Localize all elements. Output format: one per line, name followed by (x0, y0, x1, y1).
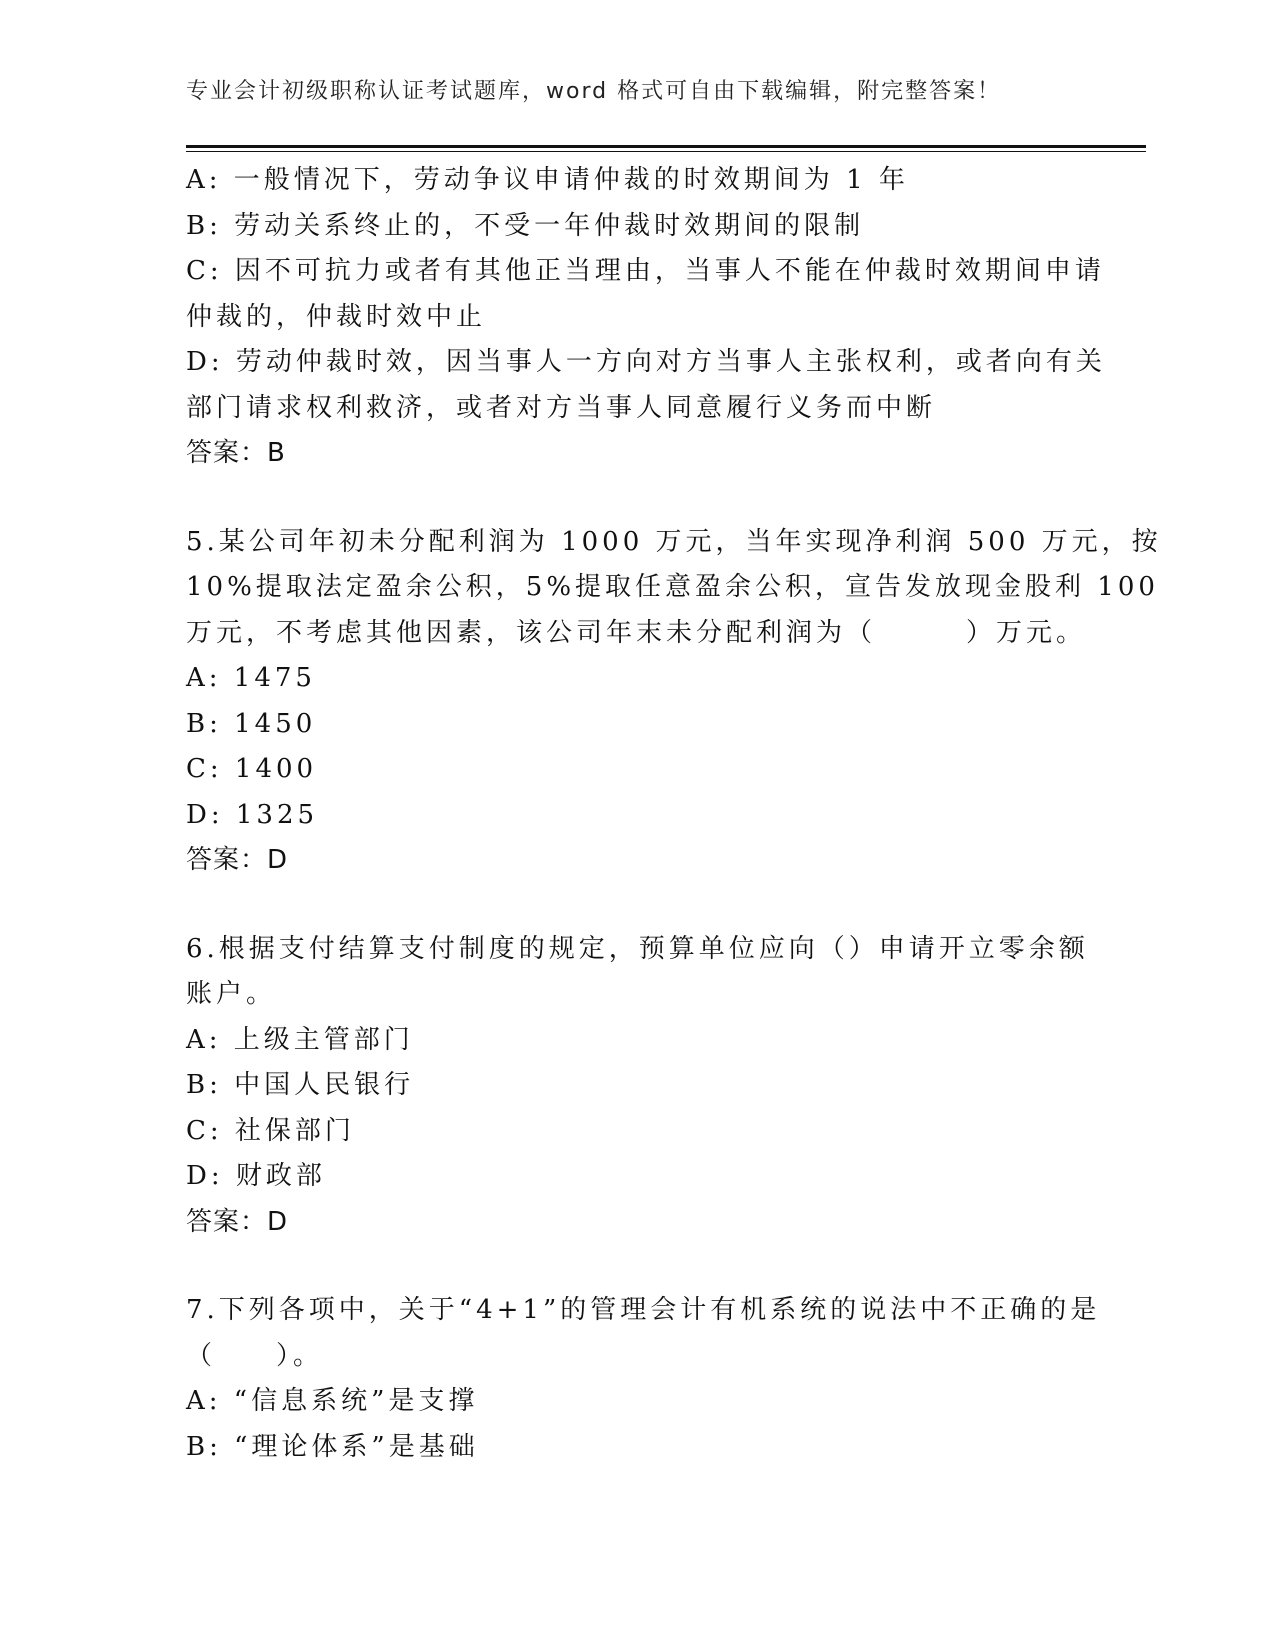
header-rule-thin (186, 151, 1146, 152)
question-stem-line: 账户。 (186, 979, 277, 1009)
option-line: D: 劳动仲裁时效，因当事人一方向对方当事人主张权利，或者向有关 (186, 347, 1106, 377)
option-line: 仲裁的，仲裁时效中止 (186, 301, 487, 332)
option-line: B: “理论体系”是基础 (186, 1431, 479, 1462)
page-header: 专业会计初级职称认证考试题库，word 格式可自由下载编辑，附完整答案！ (186, 79, 1002, 104)
option-line: B: 1450 (186, 708, 317, 739)
question-stem-line: 7.下列各项中，关于“4+1”的管理会计有机系统的说法中不正确的是 (186, 1295, 1101, 1325)
option-line: B: 劳动关系终止的，不受一年仲裁时效期间的限制 (186, 210, 865, 241)
question-4-tail (186, 158, 1106, 477)
option-line: 部门请求权利救济，或者对方当事人同意履行义务而中断 (186, 392, 937, 423)
option-line: A: 一般情况下，劳动争议申请仲裁的时效期间为 1 年 (186, 165, 909, 195)
question-stem-line: 5.某公司年初未分配利润为 1000 万元，当年实现净利润 500 万元，按 (186, 526, 1162, 557)
option-line: A: 1475 (186, 663, 316, 693)
question-stem-line: 6.根据支付结算支付制度的规定，预算单位应向（）申请开立零余额 (186, 933, 1089, 964)
question-content (186, 158, 1162, 1470)
option-line: D: 1325 (186, 799, 319, 830)
question-stem-line: （ ）。 (186, 1340, 324, 1371)
answer-line: 答案：D (186, 1206, 289, 1237)
question-stem-line: 万元，不考虑其他因素，该公司年末未分配利润为（ ）万元。 (186, 617, 1087, 648)
option-line: B: 中国人民银行 (186, 1070, 415, 1100)
option-line: C: 1400 (186, 754, 318, 784)
question-stem-line: 10%提取法定盈余公积，5%提取任意盈余公积，宣告发放现金股利 100 (186, 572, 1159, 602)
question-6 (186, 927, 1089, 1246)
answer-line: 答案：D (186, 845, 289, 875)
option-line: C: 因不可抗力或者有其他正当理由，当事人不能在仲裁时效期间申请 (186, 256, 1105, 286)
question-7 (186, 1288, 1101, 1470)
option-line: A: 上级主管部门 (186, 1024, 414, 1055)
option-line: A: “信息系统”是支撑 (186, 1386, 479, 1416)
question-5 (186, 520, 1162, 884)
option-line: C: 社保部门 (186, 1115, 355, 1146)
option-line: D: 财政部 (186, 1161, 326, 1191)
header-rule-thick (186, 145, 1146, 148)
answer-line: 答案：B (186, 438, 286, 468)
